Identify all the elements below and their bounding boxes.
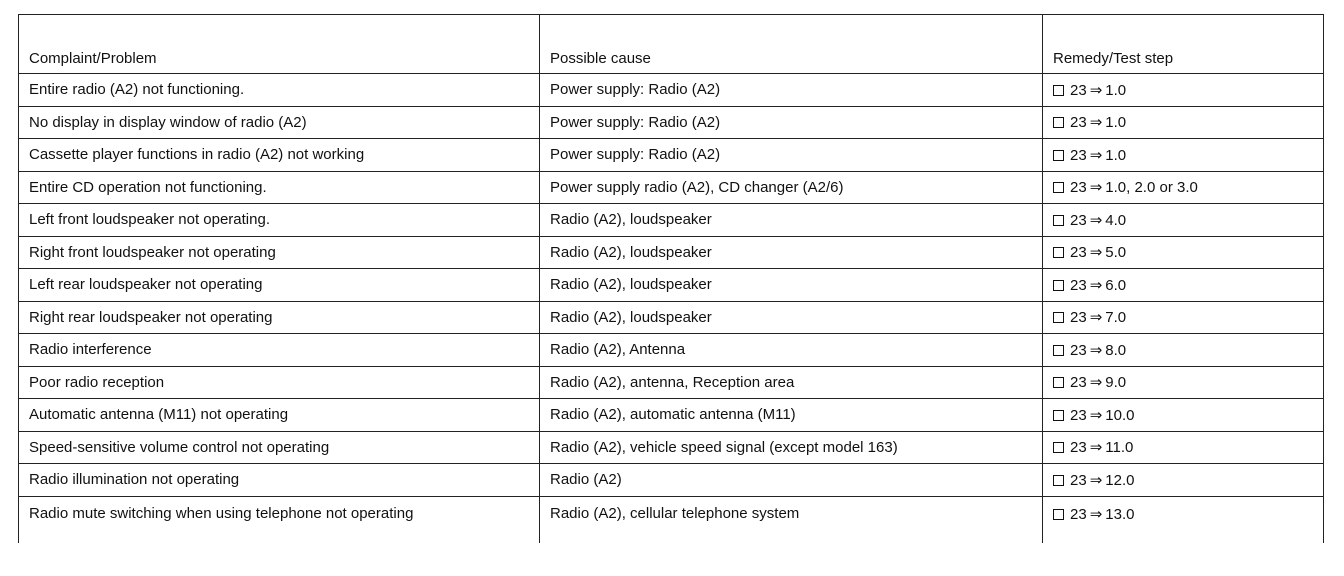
table-row [19,236,1324,269]
table-row [19,171,1324,204]
checkbox-square-icon [1053,312,1064,323]
complaint-cell: Right front loudspeaker not operating [19,236,540,269]
complaint-cell: Left rear loudspeaker not operating [19,269,540,302]
remedy-ref: 23 [1070,341,1087,359]
complaint-cell: Speed-sensitive volume control not operating [19,431,540,464]
remedy-ref: 23 [1070,114,1087,132]
complaint-cell: Right rear loudspeaker not operating [19,301,540,334]
double-arrow-icon: ⇒ [1089,505,1103,523]
checkbox-square-icon [1053,215,1064,226]
double-arrow-icon: ⇒ [1089,439,1103,457]
remedy-cell [1043,204,1324,237]
remedy-step: 8.0 [1105,341,1127,359]
remedy-step: 11.0 [1105,439,1134,457]
remedy-cell [1043,399,1324,432]
remedy-step: 12.0 [1105,471,1135,489]
remedy-ref: 23 [1070,406,1087,424]
header-row [19,15,1324,74]
cause-cell: Power supply: Radio (A2) [540,74,1043,107]
table-row [19,139,1324,172]
cause-cell: Radio (A2) [540,464,1043,497]
remedy-step: 13.0 [1105,505,1135,523]
double-arrow-icon: ⇒ [1089,374,1103,392]
table-row [19,106,1324,139]
complaint-cell: Left front loudspeaker not operating. [19,204,540,237]
checkbox-square-icon [1053,377,1064,388]
cause-cell: Radio (A2), cellular telephone system [540,496,1043,543]
remedy-step: 4.0 [1105,211,1127,229]
remedy-ref: 23 [1070,471,1087,489]
remedy-ref: 23 [1070,146,1087,164]
complaint-cell: No display in display window of radio (A2) [19,106,540,139]
cause-cell: Power supply: Radio (A2) [540,139,1043,172]
remedy-cell [1043,74,1324,107]
checkbox-square-icon [1053,280,1064,291]
double-arrow-icon: ⇒ [1089,341,1103,359]
checkbox-square-icon [1053,475,1064,486]
checkbox-square-icon [1053,150,1064,161]
complaint-cell: Radio illumination not operating [19,464,540,497]
header-remedy: Remedy/Test step [1043,15,1324,74]
complaint-cell: Poor radio reception [19,366,540,399]
table-row [19,366,1324,399]
remedy-cell [1043,496,1324,543]
remedy-step: 1.0 [1105,114,1127,132]
remedy-step: 9.0 [1105,374,1127,392]
table-row [19,204,1324,237]
remedy-cell [1043,139,1324,172]
cause-cell: Radio (A2), automatic antenna (M11) [540,399,1043,432]
diagnostic-table [18,14,1324,543]
double-arrow-icon: ⇒ [1089,179,1103,197]
table-row [19,431,1324,464]
double-arrow-icon: ⇒ [1089,276,1103,294]
complaint-cell: Automatic antenna (M11) not operating [19,399,540,432]
double-arrow-icon: ⇒ [1089,471,1103,489]
cause-cell: Radio (A2), vehicle speed signal (except model 163) [540,431,1043,464]
remedy-ref: 23 [1070,439,1087,457]
cause-cell: Radio (A2), loudspeaker [540,236,1043,269]
double-arrow-icon: ⇒ [1089,406,1103,424]
remedy-step: 5.0 [1105,244,1127,262]
table-body [19,74,1324,543]
complaint-cell: Radio mute switching when using telephone not operating [19,496,540,543]
remedy-step: 1.0 [1105,81,1127,99]
cause-cell: Radio (A2), Antenna [540,334,1043,367]
diagnostic-table-sheet [18,14,1323,558]
remedy-cell [1043,236,1324,269]
remedy-cell [1043,464,1324,497]
complaint-cell: Radio interference [19,334,540,367]
table-row [19,399,1324,432]
remedy-cell [1043,106,1324,139]
checkbox-square-icon [1053,85,1064,96]
table-row [19,496,1324,543]
complaint-cell: Entire radio (A2) not functioning. [19,74,540,107]
cause-cell: Radio (A2), loudspeaker [540,301,1043,334]
double-arrow-icon: ⇒ [1089,244,1103,262]
remedy-step: 1.0, 2.0 or 3.0 [1105,179,1198,197]
cause-cell: Radio (A2), loudspeaker [540,204,1043,237]
checkbox-square-icon [1053,117,1064,128]
remedy-cell [1043,334,1324,367]
remedy-step: 10.0 [1105,406,1135,424]
remedy-ref: 23 [1070,309,1087,327]
remedy-cell [1043,301,1324,334]
complaint-cell: Cassette player functions in radio (A2) not working [19,139,540,172]
double-arrow-icon: ⇒ [1089,81,1103,99]
remedy-step: 1.0 [1105,146,1127,164]
header-complaint: Complaint/Problem [19,15,540,74]
complaint-cell: Entire CD operation not functioning. [19,171,540,204]
remedy-ref: 23 [1070,244,1087,262]
remedy-step: 6.0 [1105,276,1127,294]
remedy-ref: 23 [1070,374,1087,392]
cause-cell: Power supply: Radio (A2) [540,106,1043,139]
table-row [19,334,1324,367]
checkbox-square-icon [1053,509,1064,520]
table-row [19,269,1324,302]
remedy-ref: 23 [1070,505,1087,523]
cause-cell: Radio (A2), antenna, Reception area [540,366,1043,399]
remedy-ref: 23 [1070,81,1087,99]
remedy-step: 7.0 [1105,309,1127,327]
remedy-cell [1043,366,1324,399]
cause-cell: Radio (A2), loudspeaker [540,269,1043,302]
checkbox-square-icon [1053,182,1064,193]
remedy-cell [1043,431,1324,464]
header-cause: Possible cause [540,15,1043,74]
table-row [19,464,1324,497]
remedy-ref: 23 [1070,179,1087,197]
remedy-cell [1043,269,1324,302]
cause-cell: Power supply radio (A2), CD changer (A2/6) [540,171,1043,204]
checkbox-square-icon [1053,247,1064,258]
table-row [19,74,1324,107]
remedy-cell [1043,171,1324,204]
table-row [19,301,1324,334]
checkbox-square-icon [1053,442,1064,453]
remedy-ref: 23 [1070,211,1087,229]
double-arrow-icon: ⇒ [1089,211,1103,229]
double-arrow-icon: ⇒ [1089,114,1103,132]
remedy-ref: 23 [1070,276,1087,294]
checkbox-square-icon [1053,345,1064,356]
double-arrow-icon: ⇒ [1089,309,1103,327]
checkbox-square-icon [1053,410,1064,421]
double-arrow-icon: ⇒ [1089,146,1103,164]
